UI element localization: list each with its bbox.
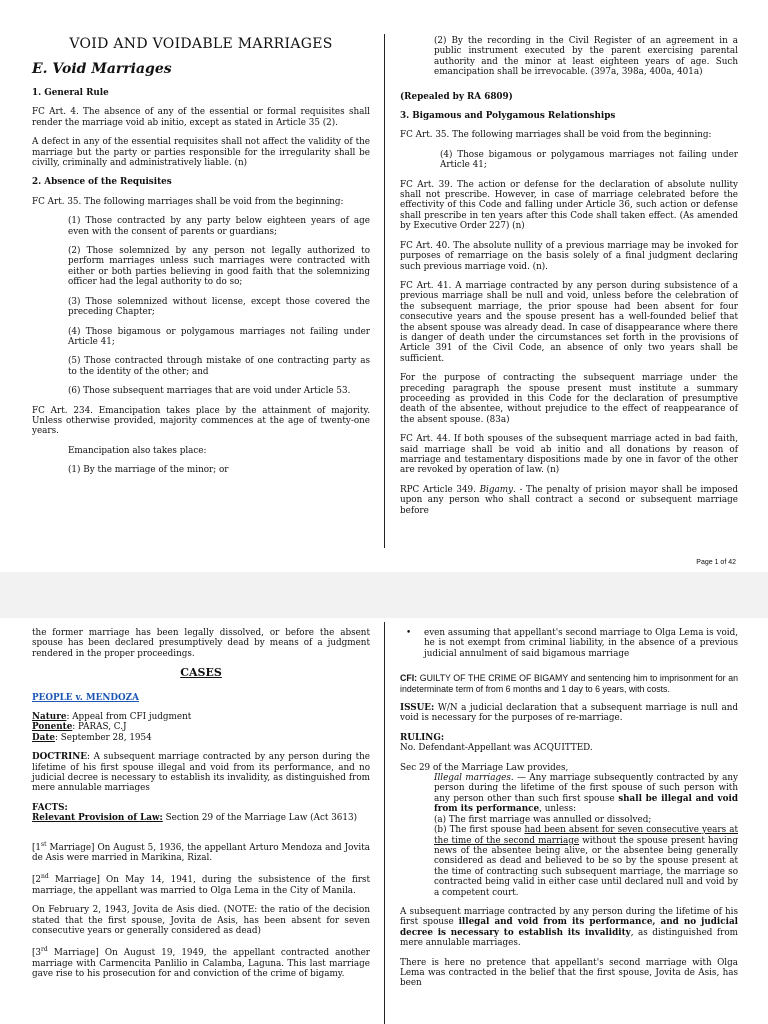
document-page-2 [0,618,768,1024]
label: ISSUE: [400,703,435,714]
condition-a: (a) The first marriage was annulled or dissolved; [434,814,652,825]
ruling-label: RULING: [400,732,445,743]
paragraph: FC Art. 234. Emancipation takes place by the attainment of majority. Unless otherwise provided, majority commences at the age of twenty-one years. [32,405,370,437]
page2-left-column [32,628,370,989]
paragraph: (1) By the marriage of the minor; or [68,465,229,476]
paragraph: Emancipation also takes place: [68,445,207,456]
bullet-icon: • [406,628,412,638]
subheading-general-rule: 1. General Rule [32,88,109,98]
condition-b [434,825,738,898]
text: , as distinguished from mere annulable marriages. [400,927,738,949]
bullet-item [406,628,738,659]
paragraph [32,840,370,864]
value: : PARAS, C.J [72,722,127,733]
text-italic: Bigamy [479,484,514,495]
list-item: (3) Those solemnized without license, except those covered the preceding Chapter; [68,296,370,318]
case-nature [32,712,370,722]
case-date [32,733,370,743]
relevant-provision [32,813,370,823]
paragraph: On February 2, 1943, Jovita de Asis died. (NOTE: the ratio of the decision stated that the first spouse, Jovita de Asis, has been absent for seven consecutive years or generally considered as dead) [32,905,370,936]
paragraph [400,907,738,949]
text-bold: illegal and void from its performance, and no judicial decree is necessary to establish its invalidity [400,917,738,938]
paragraph: FC Art. 35. The following marriages shall be void from the beginning: [32,196,344,207]
text-bold: shall be illegal and void from its performance [434,793,739,815]
case-title-link[interactable]: PEOPLE v. MENDOZA [32,692,139,703]
value: GUILTY OF THE CRIME OF BIGAMY and sentencing him to imprisonment for an indeterminate term of from 6 months and 1 day to 6 years, with costs. [400,673,738,694]
cases-heading: CASES [180,666,222,680]
text: Marriage] On August 19, 1949, the appellant contracted another marriage with Carmencita Panlilio in Calamba, Laguna. This last marriage gave rise to his prosecution for and conviction of the crime of bigamy. [32,948,370,980]
paragraph: FC Art. 44. If both spouses of the subsequent marriage acted in bad faith, said marriage shall be void ab initio and all donations by reason of marriage and testamentary dispositions made by one in favor of the other are revoked by operation of law. (n) [400,434,738,476]
value: : September 28, 1954 [55,732,152,743]
text: [2 [32,875,42,886]
value: Section 29 of the Marriage Law (Act 3613) [162,813,358,824]
text: Marriage] On May 14, 1941, during the subsistence of the first marriage, the appellant was married to Olga Lema in the City of Manila. [32,875,370,896]
text: (b) The first spouse [434,825,525,836]
text: without the spouse present having news of the absentee being alive, or the absentee being generally considered as dead and believed to be so by the spouse present at the time of contracting such subsequent marriage, the marriage so contracted being valid in either case until declared null and void by a competent court. [434,835,738,898]
text: — Any marriage subsequently contracted by any person during the lifetime of the first spouse of such person with any person other than such first spouse [434,773,738,804]
page1-left-column [32,36,370,485]
paragraph: For the purpose of contracting the subsequent marriage under the preceding paragraph the spouse present must institute a summary proceeding as provided in this Code for the declaration of presumptive death of the absentee, without prejudice to the effect of reappearance of the absent spouse. (83a) [400,373,738,425]
text: A subsequent marriage contracted by any person during the lifetime of his first spouse [400,906,738,928]
ordinal: nd [41,873,49,881]
value: W/N a judicial declaration that a subsequent marriage is null and void is necessary for the purposes of re-marriage. [400,703,738,724]
facts-label: FACTS: [32,802,68,813]
text: [3 [32,948,42,959]
doctrine [32,752,370,794]
illegal-marriages [434,773,738,815]
text: even assuming that appellant's second marriage to Olga Lema is void, he is not exempt from criminal liability, in the absence of a previous judicial annulment of said bigamous marriage [424,628,738,659]
label: Relevant Provision of Law: [32,813,163,824]
text: RPC Article 349. [400,484,480,495]
paragraph: Sec 29 of the Marriage Law provides, [400,762,569,773]
subheading-bigamous: 3. Bigamous and Polygamous Relationships [400,111,616,122]
case-ponente [32,722,370,732]
paragraph [400,485,738,516]
paragraph: FC Art. 41. A marriage contracted by any person during subsistence of a previous marriage shall be null and void, unless before the celebration of the subsequent marriage, the prior spouse had been absent for four consecutive years and the spouse present has a well-founded belief that the absent spouse was already dead. In case of disappearance where there is danger of death under the circumstances set forth in the provisions of Article 391 of the Civil Code, an absence of only two years shall be sufficient. [400,280,738,364]
quoted-provision [434,773,738,898]
section-heading: E. Void Marriages [32,61,172,77]
paragraph: FC Art. 4. The absence of any of the essential or formal requisites shall render the marriage void ab initio, except as stated in Article 35 (2). [32,107,370,128]
document-title: VOID AND VOIDABLE MARRIAGES [69,36,333,52]
label: DOCTRINE [32,752,88,763]
list-item: (2) Those solemnized by any person not legally authorized to perform marriages unless such marriages were contracted with either or both parties believing in good faith that the solemnizing officer had the legal authority to do so; [68,246,370,288]
ruling-value: No. Defendant-Appellant was ACQUITTED. [400,743,593,754]
list-item: (6) Those subsequent marriages that are void under Article 53. [68,386,351,397]
column-divider [384,622,385,1024]
list-item: (1) Those contracted by any party below eighteen years of age even with the consent of parents or guardians; [68,216,370,237]
issue [400,703,738,724]
list-item: (4) Those bigamous or polygamous marriages not failing under Article 41; [440,149,738,171]
label: Illegal marriages. [434,773,514,784]
value: : Appeal from CFI judgment [66,712,192,723]
subheading-absence: 2. Absence of the Requisites [32,177,172,188]
text-underlined: had been absent for seven consecutive years at the time of the second marriage [434,825,738,846]
paragraph: A defect in any of the essential requisites shall not affect the validity of the marriage but the party or parties responsible for the irregularity shall be civilly, criminally and administratively liable. (n) [32,137,370,169]
page1-right-column [400,36,738,525]
paragraph: the former marriage has been legally dissolved, or before the absent spouse has been declared presumptively dead by means of a judgment rendered in the proper proceedings. [32,628,370,659]
text: , unless: [539,804,577,815]
list-item: (4) Those bigamous or polygamous marriages not failing under Article 41; [68,326,370,347]
label: Ponente [32,722,73,733]
label: CFI: [400,673,418,684]
repealed-note: (Repealed by RA 6809) [400,91,513,102]
paragraph [32,872,370,896]
case-meta [32,712,370,743]
paragraph: FC Art. 40. The absolute nullity of a previous marriage may be invoked for purposes of remarriage on the basis solely of a final judgment declaring such previous marriage void. (n). [400,240,738,272]
paragraph: There is here no pretence that appellant's second marriage with Olga Lema was contracted in the belief that the first spouse, Jovita de Asis, has been [400,957,738,989]
ordinal: st [41,840,47,848]
page2-right-column [400,628,738,998]
cfi [400,673,738,694]
value: : A subsequent marriage contracted by any person during the lifetime of his first spouse illegal and void from its performance, and no judicial decree is necessary to establish its invalidity, as distinguished from mere annulable marriages [32,752,370,794]
paragraph: (2) By the recording in the Civil Register of an agreement in a public instrument executed by the parent exercising parental authority and the minor at least eighteen years of age. Such emancipation shall be irrevocable. (397a, 398a, 400a, 401a) [434,36,738,78]
list-item: (5) Those contracted through mistake of one contracting party as to the identity of the other; and [68,356,370,377]
paragraph: FC Art. 35. The following marriages shall be void from the beginning: [400,130,712,141]
label: Nature [32,712,67,723]
page-gap [0,572,768,618]
ordinal: rd [41,946,48,954]
text: . - The penalty of prision mayor shall be imposed upon any person who shall contract a second or subsequent marriage before [400,484,738,516]
label: Date [32,732,55,743]
paragraph [32,945,370,979]
page-number: Page 1 of 42 [696,559,736,566]
text: Marriage] On August 5, 1936, the appellant Arturo Mendoza and Jovita de Asis were married in Marikina, Rizal. [32,842,370,864]
paragraph: FC Art. 39. The action or defense for the declaration of absolute nullity shall not prescribe. However, in case of marriage celebrated before the effectivity of this Code and falling under Article 36, such action or defense shall prescribe in ten years after this Code shall taken effect. (As amended by Executive Order 227) (n) [400,179,738,232]
column-divider [384,34,385,548]
text: [1 [32,842,42,853]
